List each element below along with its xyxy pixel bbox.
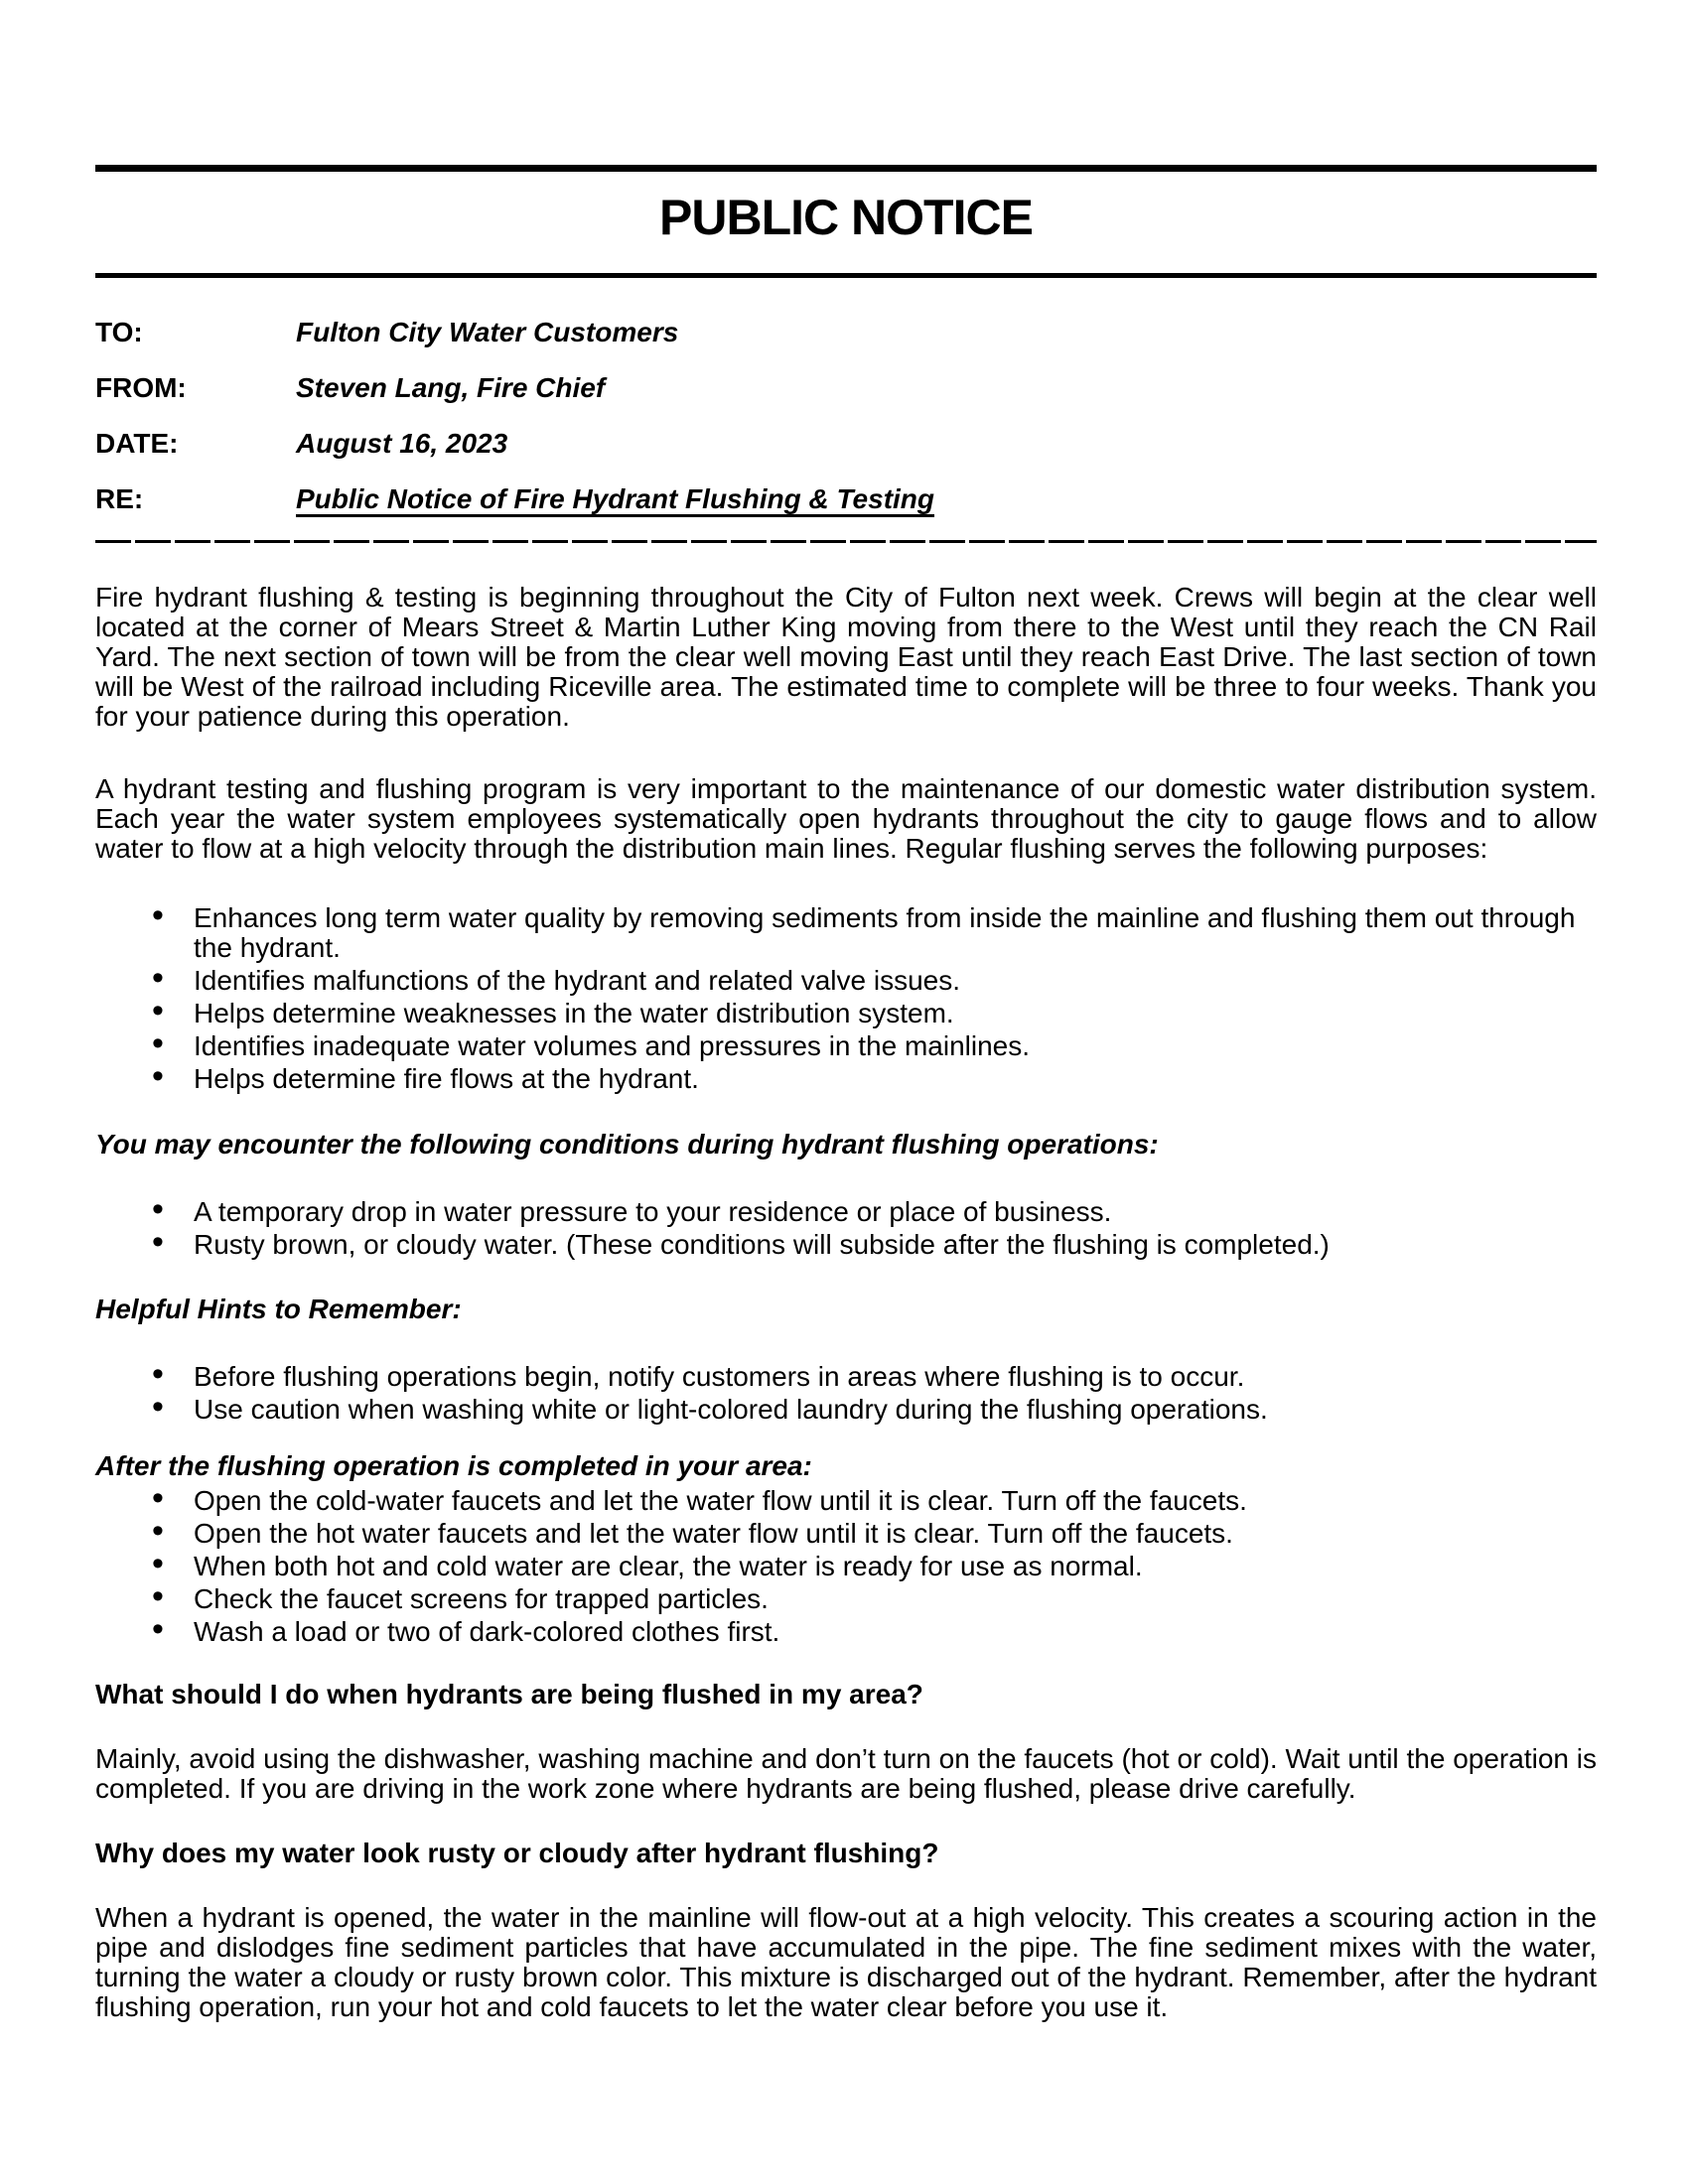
conditions-heading: You may encounter the following conditions during hydrant flushing operations: [95,1129,1159,1160]
memo-from-value: Steven Lang, Fire Chief [296,372,606,403]
list-item: • Helps determine fire flows at the hydrant. [95,1064,1597,1094]
memo-to-value: Fulton City Water Customers [296,317,679,347]
program-paragraph: A hydrant testing and flushing program is very important to the maintenance of our domestic water distribution system. Each year the water system employees systematically open hydrants throughout the city to gauge flows and to allow water to flow at a high velocity through the distribution main lines. Regular flushing serves the following purposes: [95,773,1597,864]
list-item: • Wash a load or two of dark-colored clothes first. [95,1617,1597,1647]
after-flushing-heading: After the flushing operation is completed in your area: [95,1450,812,1481]
faq-question-flushed-area: What should I do when hydrants are being flushed in my area? [95,1679,923,1709]
list-item: • Check the faucet screens for trapped particles. [95,1584,1597,1614]
list-item: • Open the cold-water faucets and let the water flow until it is clear. Turn off the faucets. [95,1486,1597,1516]
hints-heading: Helpful Hints to Remember: [95,1294,462,1324]
memo-row-date [95,429,1597,459]
memo-re-value: Public Notice of Fire Hydrant Flushing & Testing [296,483,935,514]
dashed-divider-rule [95,540,1597,543]
hints-bullet-list [95,1362,1597,1425]
list-item: • Use caution when washing white or light-colored laundry during the flushing operations. [95,1395,1597,1425]
faq-answer-flushed-area: Mainly, avoid using the dishwasher, washing machine and don’t turn on the faucets (hot or cold). Wait until the operation is completed. If you are driving in the work zone where hydrants are being flushed, please drive carefully. [95,1743,1597,1804]
list-item: • When both hot and cold water are clear, the water is ready for use as normal. [95,1552,1597,1581]
list-item: • A temporary drop in water pressure to your residence or place of business. [95,1197,1597,1227]
list-item: • Rusty brown, or cloudy water. (These conditions will subside after the flushing is completed.) [95,1230,1597,1260]
notice-document [95,0,1597,2022]
list-item: • Helps determine weaknesses in the water distribution system. [95,999,1597,1028]
memo-to-label: TO: [95,317,143,347]
page-title: PUBLIC NOTICE [659,190,1033,245]
memo-date-value: August 16, 2023 [296,428,508,459]
list-item: • Before flushing operations begin, notify customers in areas where flushing is to occur. [95,1362,1597,1392]
memo-row-re [95,484,1597,514]
memo-from-label: FROM: [95,372,187,403]
memo-header-block [95,318,1597,514]
after-flushing-bullet-list [95,1486,1597,1647]
list-item: • Identifies inadequate water volumes and pressures in the mainlines. [95,1031,1597,1061]
purpose-bullet-list [95,903,1597,1094]
double-horizontal-rule [95,273,1597,278]
conditions-bullet-list [95,1197,1597,1260]
list-item: • Open the hot water faucets and let the water flow until it is clear. Turn off the faucets. [95,1519,1597,1549]
list-item: • Enhances long term water quality by removing sediments from inside the mainline and flushing them out through the hydrant. [95,903,1597,963]
memo-row-from [95,373,1597,403]
memo-re-label: RE: [95,483,144,514]
intro-paragraph: Fire hydrant flushing & testing is beginning throughout the City of Fulton next week. Crews will begin at the clear well located at the corner of Mears Street & Martin Luther King moving from there to the West until they reach the CN Rail Yard. The next section of town will be from the clear well moving East until they reach East Drive. The last section of town will be West of the railroad including Riceville area. The estimated time to complete will be three to four weeks. Thank you for your patience during this operation. [95,582,1597,732]
list-item: • Identifies malfunctions of the hydrant and related valve issues. [95,966,1597,996]
memo-date-label: DATE: [95,428,179,459]
faq-question-rusty-water: Why does my water look rusty or cloudy after hydrant flushing? [95,1838,939,1868]
faq-answer-rusty-water: When a hydrant is opened, the water in the mainline will flow-out at a high velocity. This creates a scouring action in the pipe and dislodges fine sediment particles that have accumulated in the pipe. The fine sediment mixes with the water, turning the water a cloudy or rusty brown color. This mixture is discharged out of the hydrant. Remember, after the hydrant flushing operation, run your hot and cold faucets to let the water clear before you use it. [95,1902,1597,2022]
memo-row-to [95,318,1597,347]
top-horizontal-rule [95,165,1597,172]
